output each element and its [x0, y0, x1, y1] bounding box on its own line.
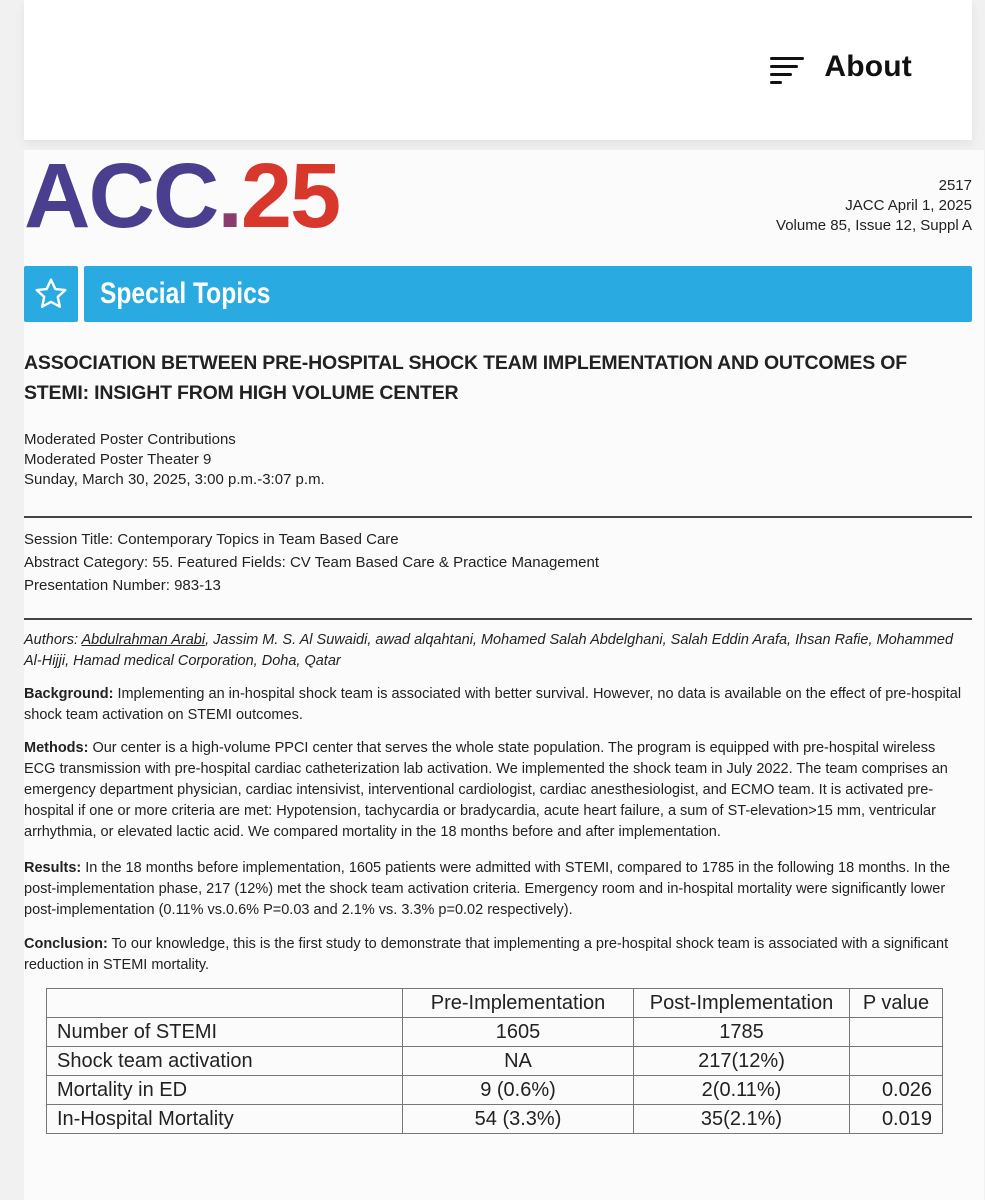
- conclusion-section: Conclusion: To our knowledge, this is the first study to demonstrate that implementing a pre-hospital shock team is associated with a significant reduction in STEMI mortality.: [24, 936, 949, 973]
- table-cell: 9 (0.6%): [403, 1076, 634, 1105]
- table-cell: 0.019: [850, 1105, 943, 1134]
- session-title: Session Title: Contemporary Topics in Team Based Care: [24, 531, 399, 548]
- session-details: [24, 528, 599, 597]
- table-row: [47, 1018, 943, 1047]
- table-row: [47, 1047, 943, 1076]
- session-datetime: Sunday, March 30, 2025, 3:00 p.m.-3:07 p.m.: [24, 471, 325, 488]
- background-section: Background: Implementing an in-hospital shock team is associated with better survival. However, no data is available on the effect of pre-hospital shock team activation on STEMI outcomes.: [24, 686, 962, 723]
- divider: [24, 618, 972, 620]
- table-cell: NA: [403, 1047, 634, 1076]
- contribution-type: Moderated Poster Contributions: [24, 431, 236, 448]
- table-cell: 1785: [634, 1018, 850, 1047]
- table-cell: 2(0.11%): [634, 1076, 850, 1105]
- presentation-number: Presentation Number: 983-13: [24, 577, 221, 594]
- section-title: Special Topics: [100, 277, 271, 310]
- issue-date: JACC April 1, 2025: [845, 197, 972, 214]
- table-header-cell: P value: [850, 989, 943, 1018]
- star-icon-box: [24, 266, 78, 322]
- conclusion-label: Conclusion:: [24, 936, 108, 952]
- table-row: [47, 1105, 943, 1134]
- first-author-link[interactable]: Abdulrahman Arabi: [81, 632, 206, 648]
- menu-icon[interactable]: [770, 54, 806, 80]
- background-label: Background:: [24, 686, 114, 702]
- table-cell: Number of STEMI: [47, 1018, 403, 1047]
- session-info: [24, 430, 325, 490]
- journal-page: [24, 145, 984, 1200]
- acc25-logo: ACC.25: [24, 145, 340, 247]
- methods-section: Methods: Our center is a high-volume PPCI center that serves the whole state population. The program is equipped with pre-hospital wireless ECG transmission with pre-hospital cardiac catheterization lab activation. We implemented the shock team in July 2022. The team comprises an emergency department physician, cardiac intensivist, interventional cardiologist, cardiac anesthesiologist, and ECMO team. It is activated pre-hospital if one or more criteria are met: Hypotension, tachycardia or bradycardia, acute heart failure, a sum of ST-elevation>15 mm, ventricular arrhythmia, or elevated lactic acid. We compared mortality in the 18 months before and after implementation.: [24, 740, 948, 840]
- table-header-cell: [47, 989, 403, 1018]
- section-title-box: [84, 266, 972, 322]
- results-section: Results: In the 18 months before implementation, 1605 patients were admitted with STEMI, compared to 1785 in the following 18 months. In the post-implementation phase, 217 (12%) met the shock team activation criteria. Emergency room and in-hospital mortality were significantly lower post-implementation (0.11% vs.0.6% P=0.03 and 2.1% vs. 3.3% p=0.02 respectively).: [24, 860, 951, 918]
- table-cell: 217(12%): [634, 1047, 850, 1076]
- divider: [24, 516, 972, 518]
- star-icon: [33, 276, 69, 312]
- about-menu-button[interactable]: [770, 50, 912, 84]
- volume-info: Volume 85, Issue 12, Suppl A: [776, 217, 972, 234]
- table-cell: Shock team activation: [47, 1047, 403, 1076]
- table-cell: Mortality in ED: [47, 1076, 403, 1105]
- section-banner: [24, 266, 972, 322]
- results-table: [46, 988, 943, 1134]
- authors: Authors: Abdulrahman Arabi, Jassim M. S. Al Suwaidi, awad alqahtani, Mohamed Salah Abdelghani, Salah Eddin Arafa, Ihsan Rafie, Mohammed Al-Hijji, Hamad medical Corporation, Doha, Qatar: [24, 632, 954, 669]
- about-label[interactable]: About: [824, 50, 912, 83]
- page-number: 2517: [938, 177, 972, 194]
- table-header-cell: Post-Implementation: [634, 989, 850, 1018]
- table-cell: 1605: [403, 1018, 634, 1047]
- table-cell: In-Hospital Mortality: [47, 1105, 403, 1134]
- table-row: [47, 1076, 943, 1105]
- table-cell: 0.026: [850, 1076, 943, 1105]
- methods-label: Methods:: [24, 740, 89, 756]
- top-header: [24, 0, 972, 140]
- table-cell: 35(2.1%): [634, 1105, 850, 1134]
- results-label: Results:: [24, 860, 82, 876]
- table-header-cell: Pre-Implementation: [403, 989, 634, 1018]
- table-cell: [850, 1018, 943, 1047]
- table-cell: [850, 1047, 943, 1076]
- journal-citation: [776, 176, 972, 236]
- venue: Moderated Poster Theater 9: [24, 451, 212, 468]
- abstract-category: Abstract Category: 55. Featured Fields: CV Team Based Care & Practice Management: [24, 554, 599, 571]
- table-cell: 54 (3.3%): [403, 1105, 634, 1134]
- article-title: ASSOCIATION BETWEEN PRE-HOSPITAL SHOCK TEAM IMPLEMENTATION AND OUTCOMES OF STEMI: INSIGHT FROM HIGH VOLUME CENTER: [24, 352, 907, 404]
- table-header-row: [47, 989, 943, 1018]
